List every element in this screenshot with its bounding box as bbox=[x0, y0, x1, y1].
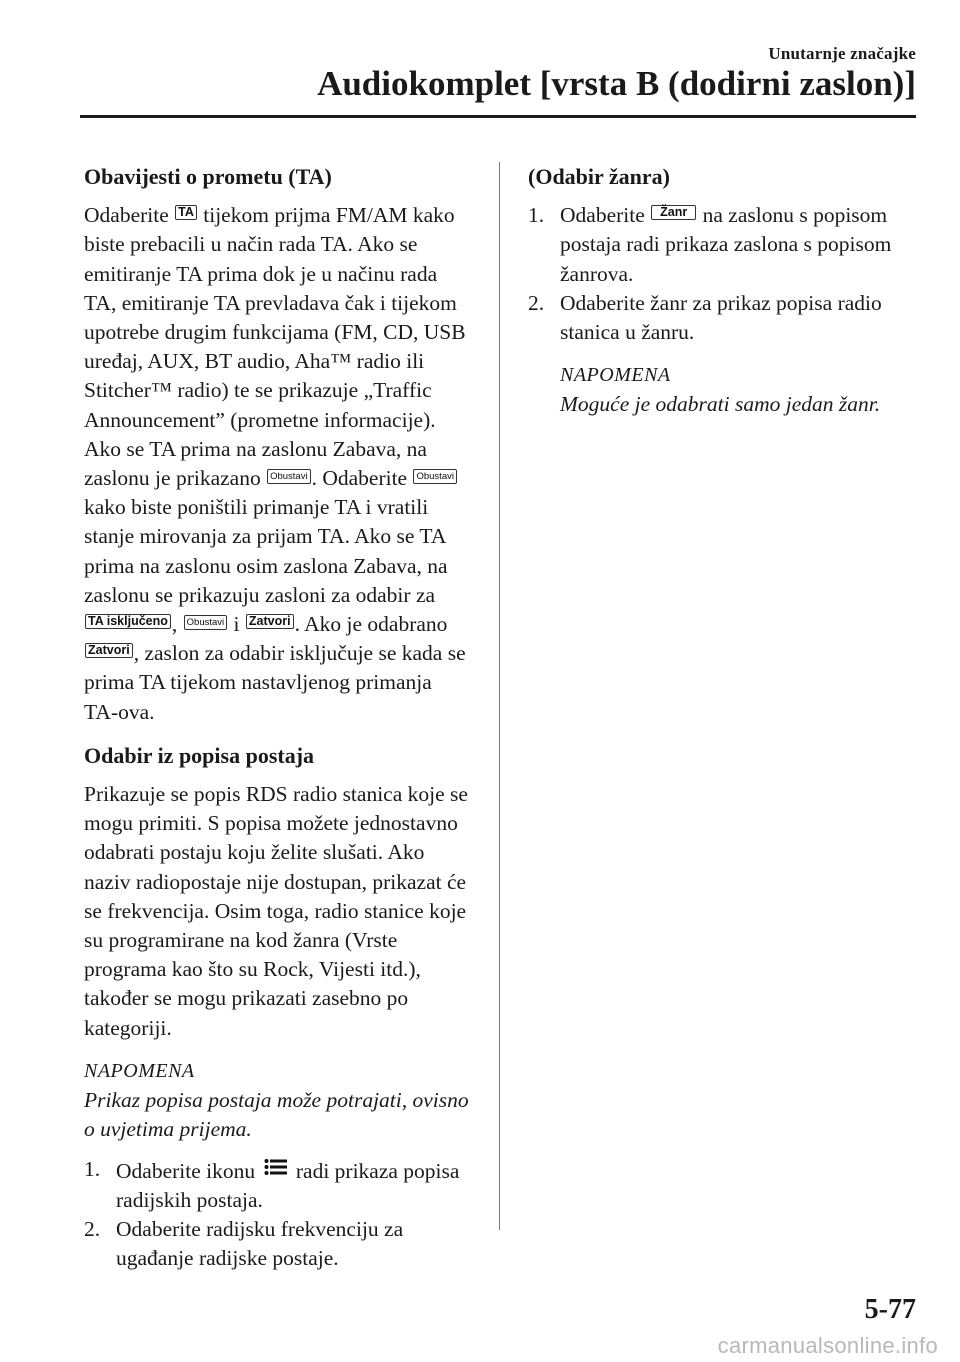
obustavi-button-3[interactable]: Obustavi bbox=[184, 615, 228, 630]
list-item bbox=[84, 1155, 469, 1215]
zatvori-button-2[interactable]: Zatvori bbox=[85, 643, 133, 658]
ta-text-1: Odaberite bbox=[84, 203, 169, 228]
ta-text-5: . Ako je odabrano bbox=[294, 612, 448, 637]
obustavi-button[interactable]: Obustavi bbox=[267, 469, 311, 484]
ta-text-4: kako biste poništili primanje TA i vratili stanje mirovanja za prijam TA. Ako se TA prima na zaslonu osim zaslona Zabava, na zaslonu se prikazuju zasloni za odabir za bbox=[84, 495, 448, 607]
station-list-body: Prikazuje se popis RDS radio stanica koje se mogu primiti. S popisa možete jednostavno odabrati postaju koju želite slušati. Ako naziv radiopostaje nije dostupan, prikazat će se frekvencija. Osim toga, radio stanice koje su programirane na kod žanra (Vrste programa kao što su Rock, Vijesti itd.), također se mogu prikazati zasebno po kategoriji. bbox=[84, 782, 468, 1040]
genre-steps bbox=[528, 201, 928, 347]
page-number: 5-77 bbox=[864, 1294, 916, 1325]
and-word: i bbox=[233, 612, 240, 637]
list-item bbox=[84, 1215, 469, 1273]
ta-text-2: tijekom prijma FM/AM kako biste prebacili u način rada TA. Ako se emitiranje TA prima dok je u načinu rada TA, emitiranje TA prevladava čak i tijekom upotrebe drugim funkcijama (FM, CD, USB uređaj, AUX, BT audio, Aha™ radio ili Stitcher™ radio) te se prikazuje „Traffic Announcement” (prometne informacije). Ako se TA prima na zaslonu Zabava, na zaslonu je prikazano bbox=[84, 203, 466, 491]
note-text: Moguće je odabrati samo jedan žanr. bbox=[560, 392, 881, 417]
watermark: carmanualsonline.info bbox=[717, 1333, 938, 1358]
step-text: Odaberite ikonu bbox=[116, 1158, 256, 1183]
step-text: Odaberite radijsku frekvenciju za ugađanje radijske postaje. bbox=[116, 1216, 404, 1271]
step-number: 2. bbox=[528, 290, 545, 315]
header-rule bbox=[80, 115, 916, 118]
ta-off-button[interactable]: TA isključeno bbox=[85, 614, 171, 629]
zanr-button[interactable]: Žanr bbox=[651, 205, 696, 220]
list-item bbox=[528, 201, 928, 289]
step-text-2: na zaslonu s popisom postaja radi prikaza zaslona s popisom žanrova. bbox=[560, 203, 892, 286]
genre-note bbox=[528, 361, 928, 419]
step-number: 1. bbox=[84, 1156, 101, 1181]
step-number: 2. bbox=[84, 1216, 101, 1241]
note-text: Prikaz popisa postaja može potrajati, ovisno o uvjetima prijema. bbox=[84, 1088, 469, 1142]
right-column bbox=[528, 162, 928, 420]
ta-button[interactable]: TA bbox=[175, 205, 197, 220]
step-text: Odaberite žanr za prikaz popisa radio stanica u žanru. bbox=[560, 290, 882, 345]
step-number: 1. bbox=[528, 203, 545, 228]
ta-text-3: . Odaberite bbox=[311, 466, 408, 491]
column-divider bbox=[499, 162, 500, 1230]
left-column bbox=[84, 162, 469, 1273]
note-label: NAPOMENA bbox=[560, 364, 671, 387]
step-text-2: radi prikaza popisa radijskih postaja. bbox=[116, 1158, 460, 1212]
section-label: Unutarnje značajke bbox=[768, 44, 916, 63]
page-title: Audiokomplet [vrsta B (dodirni zaslon)] bbox=[317, 64, 916, 103]
zatvori-button[interactable]: Zatvori bbox=[246, 614, 294, 629]
obustavi-button-2[interactable]: Obustavi bbox=[413, 469, 457, 484]
station-list-heading: Odabir iz popisa postaja bbox=[84, 742, 315, 768]
comma: , bbox=[171, 612, 178, 637]
ta-paragraph bbox=[84, 201, 469, 727]
genre-heading: (Odabir žanra) bbox=[528, 164, 670, 189]
ta-heading: Obavijesti o prometu (TA) bbox=[84, 164, 332, 189]
ta-text-6: , zaslon za odabir isključuje se kada se prima TA tijekom nastavljenog primanja TA-ova. bbox=[84, 641, 466, 724]
step-text: Odaberite bbox=[560, 203, 645, 228]
list-item bbox=[528, 289, 928, 347]
note-label: NAPOMENA bbox=[84, 1059, 195, 1082]
station-steps bbox=[84, 1155, 469, 1274]
list-icon[interactable] bbox=[264, 1155, 288, 1184]
